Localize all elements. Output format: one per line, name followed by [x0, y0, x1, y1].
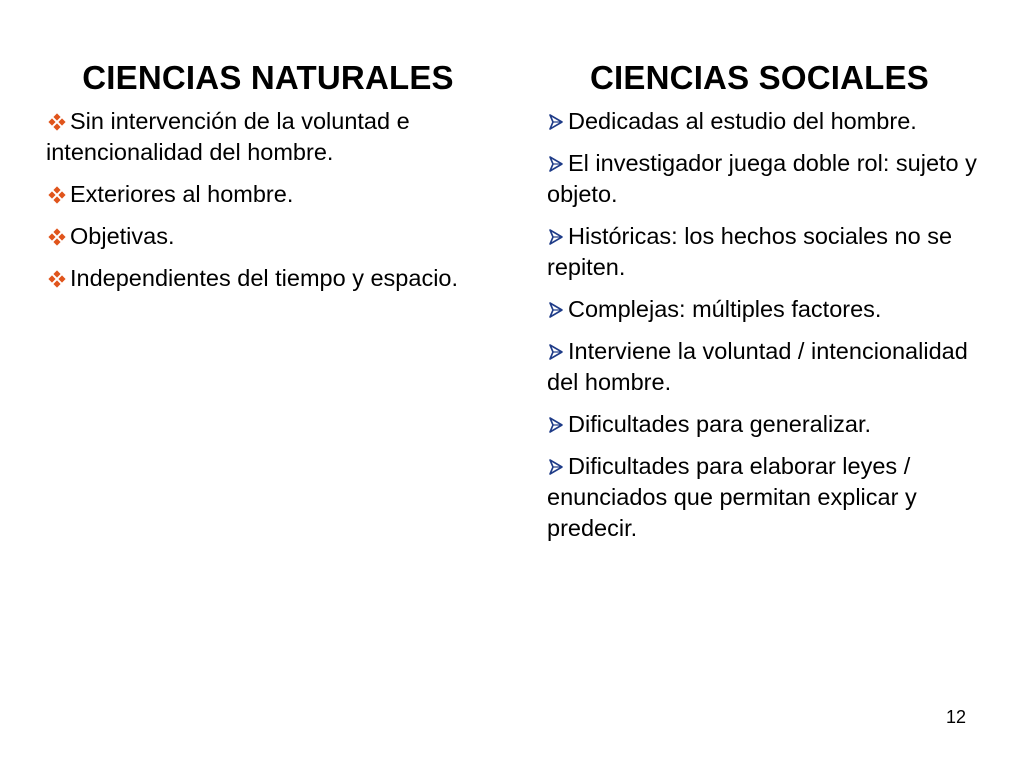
page-number: 12 [945, 707, 966, 727]
four-diamond-bullet-icon [46, 186, 68, 204]
four-diamond-bullet-icon [46, 113, 68, 131]
list-item [547, 148, 992, 210]
list-item [547, 451, 992, 544]
list-item-text: Complejas: múltiples factores. [568, 296, 882, 322]
arrow-bullet-icon [547, 301, 566, 319]
list-item [46, 179, 496, 210]
list-item-text: Sin intervención de la voluntad e intencionalidad del hombre. [46, 108, 410, 165]
four-diamond-bullet-icon [46, 270, 68, 288]
list-item-text: Objetivas. [70, 223, 175, 249]
social-sciences-heading: CIENCIAS SOCIALES [590, 59, 929, 96]
list-item-text: El investigador juega doble rol: sujeto y objeto. [547, 150, 977, 207]
list-item [547, 221, 992, 283]
list-item-text: Exteriores al hombre. [70, 181, 294, 207]
list-item-text: Dedicadas al estudio del hombre. [568, 108, 917, 134]
natural-sciences-list [46, 106, 496, 294]
arrow-bullet-icon [547, 155, 566, 173]
natural-sciences-heading: CIENCIAS NATURALES [82, 59, 454, 96]
list-item [46, 106, 496, 168]
arrow-bullet-icon [547, 458, 566, 476]
arrow-bullet-icon [547, 113, 566, 131]
list-item [547, 106, 992, 137]
arrow-bullet-icon [547, 343, 566, 361]
list-item-text: Dificultades para elaborar leyes / enunciados que permitan explicar y predecir. [547, 453, 917, 541]
social-sciences-list [547, 106, 992, 544]
list-item-text: Históricas: los hechos sociales no se repiten. [547, 223, 953, 280]
list-item [46, 221, 496, 252]
four-diamond-bullet-icon [46, 228, 68, 246]
natural-sciences-column [46, 58, 496, 305]
list-item [547, 294, 992, 325]
list-item [46, 263, 496, 294]
list-item [547, 336, 992, 398]
arrow-bullet-icon [547, 228, 566, 246]
list-item-text: Interviene la voluntad / intencionalidad del hombre. [547, 338, 968, 395]
arrow-bullet-icon [547, 416, 566, 434]
list-item-text: Dificultades para generalizar. [568, 411, 872, 437]
social-sciences-column [547, 58, 992, 555]
list-item-text: Independientes del tiempo y espacio. [70, 265, 459, 291]
list-item [547, 409, 992, 440]
